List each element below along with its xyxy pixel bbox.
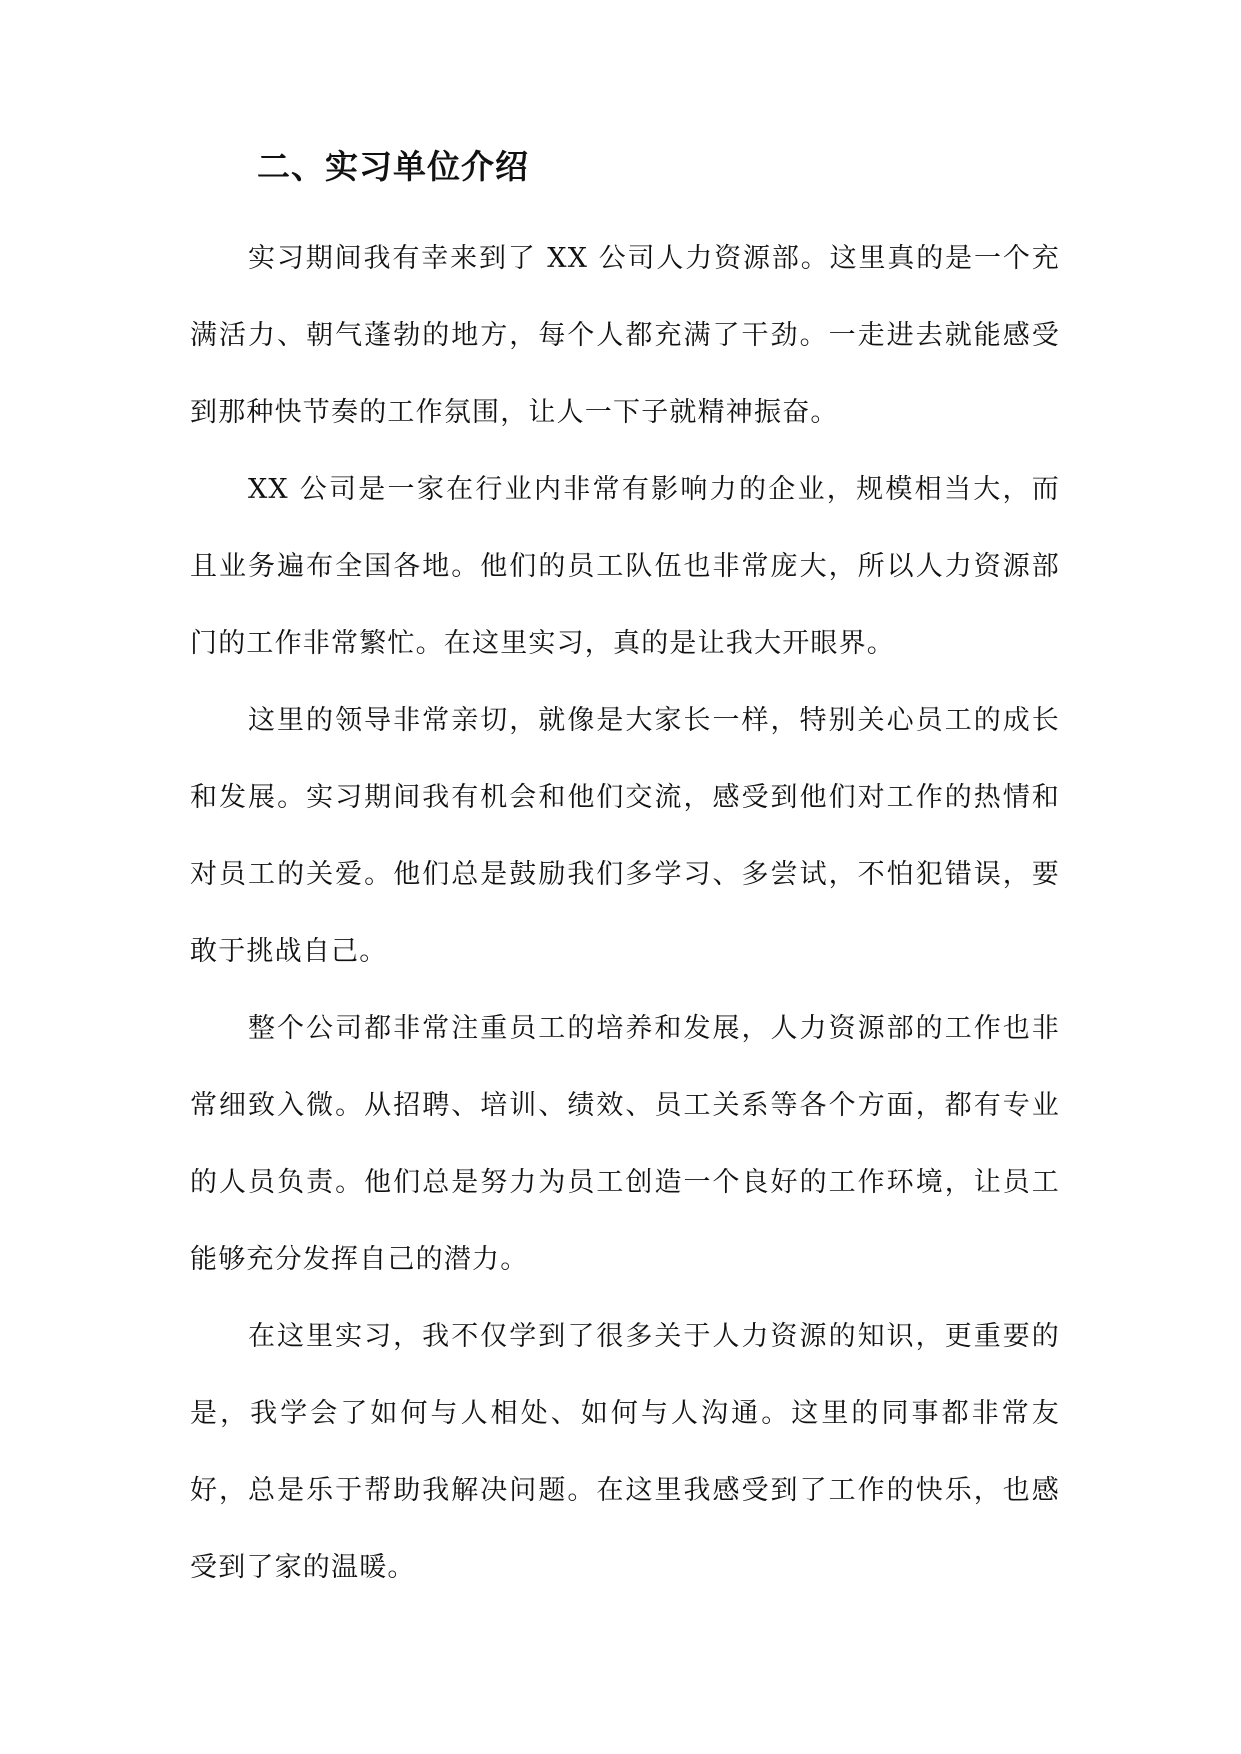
paragraph-5: 在这里实习，我不仅学到了很多关于人力资源的知识，更重要的是，我学会了如何与人相处、如何与人沟通。这里的同事都非常友好，总是乐于帮助我解决问题。在这里我感受到了工作的快乐，也感受到了家的温暖。 bbox=[190, 1321, 1060, 1583]
paragraph-4: 整个公司都非常注重员工的培养和发展，人力资源部的工作也非常细致入微。从招聘、培训、绩效、员工关系等各个方面，都有专业的人员负责。他们总是努力为员工创造一个良好的工作环境，让员工能够充分发挥自己的潜力。 bbox=[190, 1013, 1060, 1275]
paragraph-1: 实习期间我有幸来到了 XX 公司人力资源部。这里真的是一个充满活力、朝气蓬勃的地方，每个人都充满了干劲。一走进去就能感受到那种快节奏的工作氛围，让人一下子就精神振奋。 bbox=[190, 243, 1060, 428]
section-title: 二、实习单位介绍 bbox=[257, 147, 529, 186]
paragraph-2: XX 公司是一家在行业内非常有影响力的企业，规模相当大，而且业务遍布全国各地。他们的员工队伍也非常庞大，所以人力资源部门的工作非常繁忙。在这里实习，真的是让我大开眼界。 bbox=[190, 474, 1060, 659]
document-body bbox=[190, 142, 1060, 1606]
paragraph-3: 这里的领导非常亲切，就像是大家长一样，特别关心员工的成长和发展。实习期间我有机会和他们交流，感受到他们对工作的热情和对员工的关爱。他们总是鼓励我们多学习、多尝试，不怕犯错误，要敢于挑战自己。 bbox=[190, 705, 1060, 967]
